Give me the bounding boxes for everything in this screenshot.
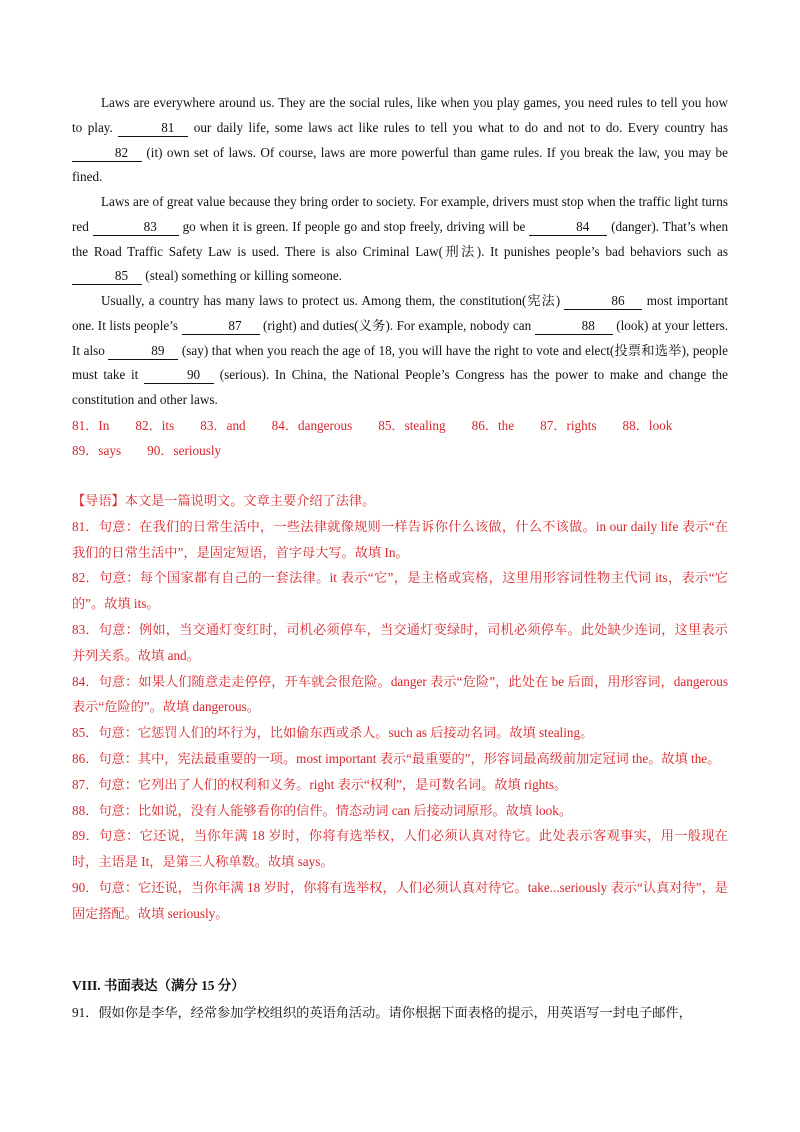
- explanations: [72, 488, 728, 927]
- passage-paragraph-1: [72, 91, 728, 190]
- answer-item: 82．its: [135, 418, 175, 433]
- blank-90: 90: [144, 367, 214, 384]
- text: most important one. It lists people’s: [72, 293, 729, 333]
- blank-88: 88: [535, 318, 613, 335]
- explanation-82: 82．句意：每个国家都有自己的一套法律。it 表示“它”，是主格或宾格，这里用形容词性物主代词 its，表示“它的”。故填 its。: [72, 570, 728, 612]
- guide-text: 【导语】本文是一篇说明文。文章主要介绍了法律。: [72, 493, 376, 508]
- question-91: 91．假如你是李华，经常参加学校组织的英语角活动。请你根据下面表格的提示，用英语写一封电子邮件，: [72, 1005, 692, 1020]
- explanation-86: 86．句意：其中，宪法最重要的一项。most important 表示“最重要的”，形容词最高级前加定冠词 the。故填 the。: [72, 750, 721, 766]
- blank-86: 86: [564, 293, 642, 310]
- text: (look) at your letters. It also: [72, 317, 729, 358]
- blank-89: 89: [108, 343, 178, 360]
- explanation-90: 90．句意：它还说，当你年满 18 岁时，你将有选举权，人们必须认真对待它。take...seriously 表示“认真对待”，是固定搭配。故填 seriously。: [72, 879, 728, 921]
- explanation-87: 87．句意：它列出了人们的权利和义务。right 表示“权利”，是可数名词。故填 rights。: [72, 776, 568, 792]
- text: Usually, a country has many laws to protect us. Among them, the constitution(宪法): [101, 293, 561, 308]
- explanation-85: 85．句意：它惩罚人们的坏行为，比如偷东西或杀人。such as 后接动名词。故填 stealing。: [72, 725, 594, 741]
- answer-item: 84．dangerous: [271, 418, 353, 433]
- explanation-81: 81．句意：在我们的日常生活中，一些法律就像规则一样告诉你什么该做，什么不该做。in our daily life 表示“在我们的日常生活中”，是固定短语，首字母大写。故填 In。: [72, 518, 728, 560]
- passage-paragraph-2: [72, 190, 728, 289]
- blank-87: 87: [182, 318, 260, 335]
- answer-item: 87．rights: [540, 418, 597, 433]
- answer-item: 83．and: [200, 418, 246, 433]
- blank-81: 81: [118, 120, 188, 137]
- blank-84: 84: [529, 219, 607, 236]
- text: go when it is green. If people go and stop freely, driving will be: [182, 218, 526, 234]
- text: (steal) something or killing someone.: [145, 268, 342, 284]
- text: Laws are everywhere around us. They are the social rules, like when you play games, you need rules to tell you how to play.: [72, 95, 728, 135]
- text: (serious). In China, the National People’s Congress has the power to make and change the constitution and other laws.: [72, 367, 728, 408]
- blank-83: 83: [93, 219, 179, 236]
- answer-item: 85．stealing: [378, 418, 446, 433]
- blank-82: 82: [72, 145, 142, 162]
- answer-key: [72, 413, 728, 463]
- text: (danger). That’s when the Road Traffic Safety Law is used. There is also Criminal Law(刑法). It punishes people’s bad behaviors such as: [72, 218, 729, 259]
- section-heading: VIII. 书面表达（满分 15 分）: [72, 978, 245, 993]
- text: our daily life, some laws act like rules to tell you what to do and not to do. Every country has: [193, 119, 728, 135]
- explanation-88: 88．句意：比如说，没有人能够看你的信件。情态动词 can 后接动词原形。故填 look。: [72, 802, 573, 818]
- answer-item: 89．says: [72, 443, 122, 458]
- answer-item: 81．In: [72, 418, 110, 433]
- explanation-84: 84．句意：如果人们随意走走停停，开车就会很危险。danger 表示“危险”，此处在 be 后面，用形容词，dangerous 表示“危险的”。故填 dangerous。: [72, 673, 728, 715]
- answer-item: 90．seriously: [147, 443, 222, 458]
- answer-item: 88．look: [622, 418, 673, 433]
- text: (right) and duties(义务). For example, nobody can: [263, 317, 532, 333]
- explanation-89: 89．句意：它还说，当你年满 18 岁时，你将有选举权，人们必须认真对待它。此处表示客观事实，用一般现在时，主语是 It，是第三人称单数。故填 says。: [72, 828, 728, 870]
- passage-paragraph-3: [72, 289, 728, 413]
- explanation-83: 83．句意：例如，当交通灯变红时，司机必须停车，当交通灯变绿时，司机必须停车。此处缺少连词，这里表示并列关系。故填 and。: [72, 621, 728, 663]
- text: (say) that when you reach the age of 18, you will have the right to vote and elect(投票和选举), people must take it: [72, 342, 728, 383]
- blank-85: 85: [72, 268, 142, 285]
- text: (it) own set of laws. Of course, laws are more powerful than game rules. If you break the law, you may be fined.: [72, 144, 728, 185]
- text: Laws are of great value because they bring order to society. For example, drivers must stop when the traffic light turns red: [72, 194, 728, 234]
- answer-item: 86．the: [471, 418, 515, 433]
